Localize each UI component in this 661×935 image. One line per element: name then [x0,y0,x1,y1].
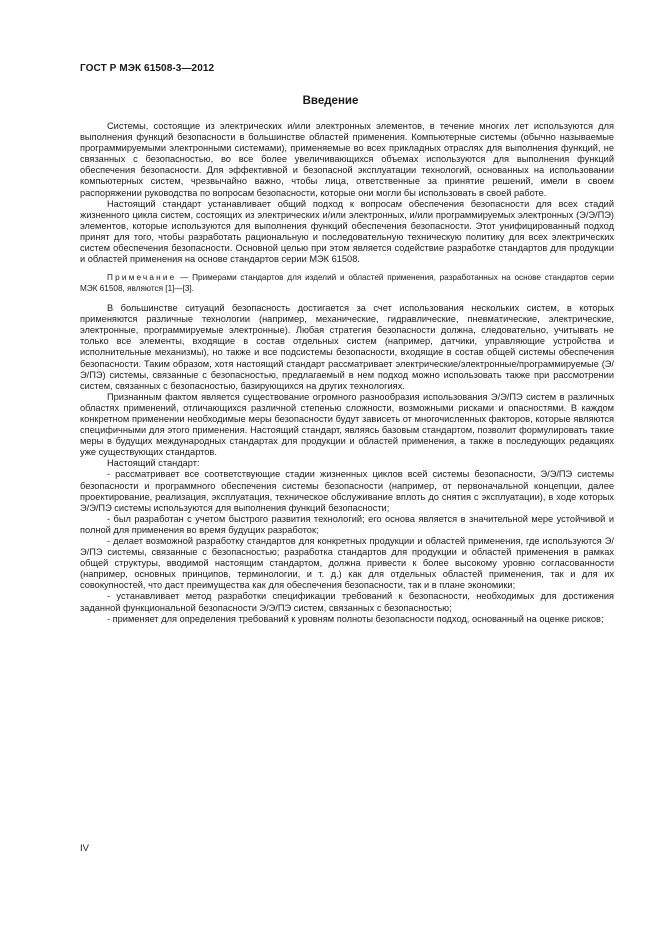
section-title: Введение [302,95,359,107]
note [80,273,614,294]
note-label: Примечание [107,273,177,283]
list-item: - был разработан с учетом быстрого развития технологий; его основа является в значительной мере устойчивой и полной для применения во время будущих разработок; [80,513,614,535]
list-item: - применяет для определения требований к уровням полноты безопасности подход, основанный на оценке рисков; [107,613,604,624]
paragraph: Настоящий стандарт: [107,458,200,469]
paragraph: В большинстве ситуаций безопасность достигается за счет использования нескольких систем, в которых применяются различные технологии (например, механические, гидравлические, пневматические, электрические, электронные, программируемые электронные). Любая стратегия безопасности должна, следовательно, учитывать не только все элементы, входящие в состав отдельных систем (например, датчики, управляющие устройства и исполнительные механизмы), но также и все подсистемы безопасности, входящие в состав общей системы обеспечения безопасности. Таким образом, хотя настоящий стандарт рассматривает электрические/электронные/программируемые (Э/Э/ПЭ) системы, связанные с безопасностью, предлагаемый в нем подход можно использовать также при рассмотрении систем, связанных с безопасностью, базирующихся на других технологиях. [80,303,614,391]
list-item: - рассматривает все соответствующие стадии жизненных циклов всей системы безопасности, Э/Э/ПЭ системы безопасности и программного обеспечения системы безопасности (например, от первоначальной концепции, далее проектирование, реализация, эксплуатация, техническое обслуживание вплоть до снятия с эксплуатации), в ходе которых Э/Э/ПЭ системы используются для выполнения функций безопасности; [80,469,614,513]
list-item: - делает возможной разработку стандартов для конкретных продукции и областей применения, где используются Э/Э/ПЭ системы, связанные с безопасностью; разработка стандартов для продукции и областей применения в рамках общей структуры, вводимой настоящим стандартом, должна привести к более высокому уровню согласованности (например, основных принципов, терминологии, и т. д.) как для отдельных областей применения, так и для их совокупностей, что даст преимущества как для обеспечения безопасности, так и в плане экономики; [80,536,614,591]
page-number: IV [80,843,89,854]
document-body [80,121,614,625]
standard-code-header: ГОСТ Р МЭК 61508-3—2012 [80,63,215,74]
paragraph: Системы, состоящие из электрических и/или электронных элементов, в течение многих лет используются для выполнения функций безопасности в большинстве областей применения. Компьютерные системы (обычно называемые программируемыми электронными системами), применяемые во всех прикладных отраслях для выполнения функций, не связанных с безопасностью, во все более увеличивающихся объемах используются для выполнения функций обеспечения безопасности. Для эффективной и безопасной эксплуатации технологий, основанных на использовании компьютерных систем, чрезвычайно важно, чтобы лица, ответственные за принятие решений, имели в своем распоряжении руководства по вопросам безопасности, которые они могли бы использовать в своей работе. [80,121,614,198]
note-text: — Примерами стандартов для изделий и областей применения, разработанных на основе стандартов серии МЭК 61508, являются [1]—[3]. [80,273,614,293]
paragraph: Настоящий стандарт устанавливает общий подход к вопросам обеспечения безопасности для всех стадий жизненного цикла систем, состоящих из электрических и/или электронных, и/или программируемых электронных (Э/Э/ПЭ) элементов, которые используются для выполнения функций обеспечения безопасности. Этот унифицированный подход принят для того, чтобы разработать рациональную и последовательную техническую политику для всех электрических систем обеспечения безопасности. Основной целью при этом является содействие разработке стандартов для продукции и областей применения на основе стандартов серии МЭК 61508. [80,198,614,265]
paragraph: Признанным фактом является существование огромного разнообразия использования Э/Э/ПЭ систем в различных областях применений, отличающихся различной степенью сложности, возможными рисками и опасностями. В каждом конкретном применении необходимые меры безопасности будут зависеть от многочисленных факторов, которые являются специфичными для этого применения. Настоящий стандарт, являясь базовым стандартом, позволит формулировать такие меры в будущих международных стандартах для продукции и областей применения, а также в последующих редакциях уже существующих стандартов. [80,391,614,458]
list-item: - устанавливает метод разработки спецификации требований к безопасности, необходимых для достижения заданной функциональной безопасности Э/Э/ПЭ систем, связанных с безопасностью; [80,591,614,613]
